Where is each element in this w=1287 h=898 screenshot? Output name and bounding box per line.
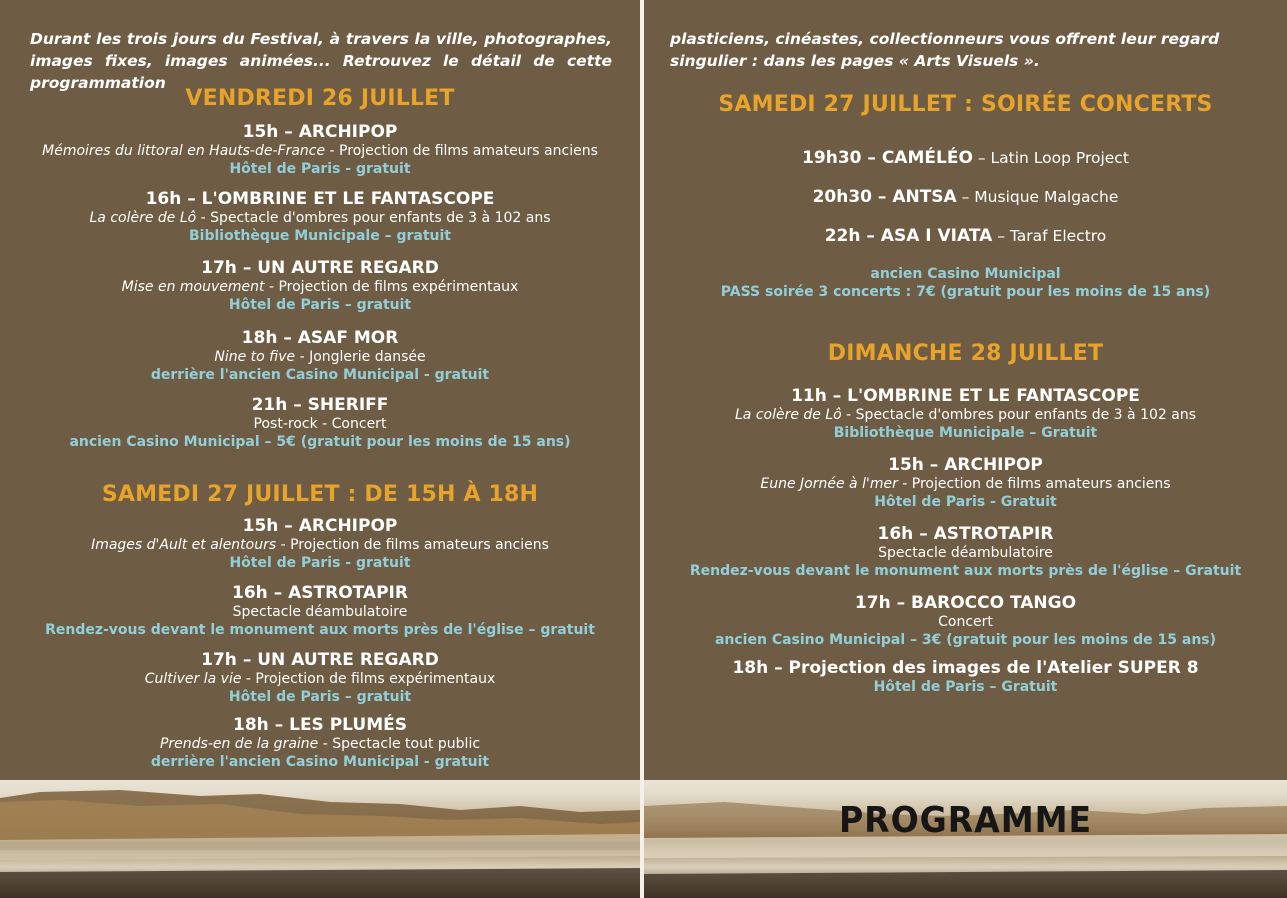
event-desc-italic: Cultiver la vie	[144, 671, 242, 687]
event-place: derrière l'ancien Casino Municipal - gratuit	[150, 367, 490, 383]
intro-text-right: plasticiens, cinéastes, collectionneurs vous offrent leur regard singulier : dans les pages « Arts Visuels ».	[670, 30, 1220, 70]
event-desc-italic: La colère de Lô	[734, 407, 842, 423]
event-desc-italic: Images d'Ault et alentours	[91, 537, 277, 553]
event-desc	[0, 536, 640, 554]
event-desc-text: Spectacle déambulatoire	[878, 545, 1053, 561]
concert-title: 22h – ASA I VIATA	[824, 226, 993, 246]
event-title: 16h – L'OMBRINE ET LE FANTASCOPE	[145, 189, 495, 209]
event-title: 15h – ARCHIPOP	[242, 516, 398, 536]
concert-2	[644, 226, 1287, 246]
event-desc-italic: Prends-en de la graine	[159, 736, 319, 752]
concert-0	[644, 148, 1287, 168]
event-fri-1	[0, 189, 640, 245]
event-title: 17h – BAROCCO TANGO	[854, 593, 1077, 613]
event-sat-3	[0, 715, 640, 771]
event-desc-text: Spectacle déambulatoire	[232, 604, 408, 620]
concert-title: 20h30 – ANTSA	[812, 187, 957, 207]
concert-desc: – Musique Malgache	[956, 188, 1119, 206]
intro-text-left: Durant les trois jours du Festival, à travers la ville, photographes, images fixes, images animées... Retrouvez le détail de cette programmation	[30, 30, 612, 92]
event-title: 17h – UN AUTRE REGARD	[201, 650, 439, 670]
cliff-illustration	[0, 780, 640, 898]
right-page	[644, 0, 1287, 898]
programme-title: PROGRAMME	[838, 800, 1093, 841]
event-desc-text: - Spectacle tout public	[318, 736, 481, 752]
event-desc	[644, 406, 1287, 424]
left-page	[0, 0, 640, 898]
event-sun-1	[644, 455, 1287, 511]
event-desc	[644, 613, 1287, 631]
event-desc-italic: La colère de Lô	[89, 210, 197, 226]
event-desc	[0, 278, 640, 296]
event-sat-1	[0, 583, 640, 639]
event-desc-text: - Projection de films amateurs anciens	[897, 476, 1171, 492]
event-title: 17h – UN AUTRE REGARD	[201, 258, 439, 278]
event-title: 16h – ASTROTAPIR	[877, 524, 1054, 544]
day-heading-saturday-afternoon: SAMEDI 27 JUILLET : DE 15H À 18H	[101, 482, 539, 507]
concert-desc: – Latin Loop Project	[972, 149, 1129, 167]
event-title: 15h – ARCHIPOP	[242, 122, 398, 142]
event-place: Rendez-vous devant le monument aux morts près de l'église – Gratuit	[689, 563, 1242, 579]
concert-desc: – Taraf Electro	[992, 227, 1107, 245]
event-fri-4	[0, 395, 640, 451]
event-place: Rendez-vous devant le monument aux morts près de l'église – gratuit	[45, 622, 595, 638]
event-place: ancien Casino Municipal – 5€ (gratuit pour les moins de 15 ans)	[69, 434, 571, 450]
event-place: Hôtel de Paris – gratuit	[228, 689, 412, 705]
event-desc-text: - Projection de films amateurs anciens	[276, 537, 549, 553]
event-place: Bibliothèque Municipale – gratuit	[188, 228, 451, 244]
event-sun-4	[644, 658, 1287, 696]
event-sun-3	[644, 593, 1287, 649]
event-sat-0	[0, 516, 640, 572]
event-fri-0	[0, 122, 640, 178]
event-desc	[644, 475, 1287, 493]
event-desc-text: - Projection de films expérimentaux	[241, 671, 496, 687]
event-desc-text: Concert	[938, 614, 993, 630]
event-sun-2	[644, 524, 1287, 580]
event-desc-text: - Projection de films expérimentaux	[264, 279, 519, 295]
event-place: Hôtel de Paris – gratuit	[228, 297, 412, 313]
event-place: Hôtel de Paris - gratuit	[229, 555, 411, 571]
event-title: 18h – ASAF MOR	[241, 328, 399, 348]
event-title: 18h – Projection des images de l'Atelier SUPER 8	[732, 658, 1199, 678]
event-desc-italic: Nine to five	[214, 349, 296, 365]
event-title: 11h – L'OMBRINE ET LE FANTASCOPE	[791, 386, 1140, 406]
concerts-pass: PASS soirée 3 concerts : 7€ (gratuit pour les moins de 15 ans)	[720, 284, 1211, 300]
event-title: 15h – ARCHIPOP	[888, 455, 1043, 475]
event-desc-text: Post-rock - Concert	[253, 416, 387, 432]
event-sat-2	[0, 650, 640, 706]
day-heading-sunday: DIMANCHE 28 JUILLET	[827, 341, 1104, 366]
event-desc	[644, 544, 1287, 562]
event-desc-text: - Spectacle d'ombres pour enfants de 3 à 102 ans	[196, 210, 551, 226]
day-heading-saturday-concerts: SAMEDI 27 JUILLET : SOIRÉE CONCERTS	[718, 92, 1213, 117]
event-desc	[0, 415, 640, 433]
cliff-landscape-image-left	[0, 780, 640, 898]
event-title: 16h – ASTROTAPIR	[232, 583, 408, 603]
event-sun-0	[644, 386, 1287, 442]
event-place: derrière l'ancien Casino Municipal - gratuit	[150, 754, 490, 770]
event-fri-3	[0, 328, 640, 384]
event-desc	[0, 209, 640, 227]
event-place: Hôtel de Paris - Gratuit	[874, 494, 1057, 510]
concert-1	[644, 187, 1287, 207]
event-desc-italic: Mise en mouvement	[121, 279, 265, 295]
concert-title: 19h30 – CAMÉLÉO	[802, 148, 973, 168]
event-desc-text: - Projection de films amateurs anciens	[325, 143, 598, 159]
event-desc-italic: Eune Jornée à l'mer	[760, 476, 898, 492]
event-place: Hôtel de Paris – Gratuit	[873, 679, 1058, 695]
event-title: 18h – LES PLUMÉS	[233, 715, 407, 735]
day-heading-friday: VENDREDI 26 JUILLET	[185, 86, 455, 111]
event-place: ancien Casino Municipal – 3€ (gratuit pour les moins de 15 ans)	[714, 632, 1217, 648]
event-desc-italic: Mémoires du littoral en Hauts-de-France	[42, 143, 326, 159]
event-desc-text: - Jonglerie dansée	[295, 349, 426, 365]
event-desc	[0, 348, 640, 366]
event-desc	[0, 670, 640, 688]
event-place: Hôtel de Paris - gratuit	[229, 161, 411, 177]
event-fri-2	[0, 258, 640, 314]
concerts-place: ancien Casino Municipal	[870, 266, 1061, 282]
event-desc	[0, 603, 640, 621]
concerts-info	[644, 265, 1287, 301]
event-desc	[0, 142, 640, 160]
event-desc-text: - Spectacle d'ombres pour enfants de 3 à 102 ans	[841, 407, 1196, 423]
event-place: Bibliothèque Municipale – Gratuit	[833, 425, 1098, 441]
event-desc	[0, 735, 640, 753]
event-title: 21h – SHERIFF	[251, 395, 389, 415]
